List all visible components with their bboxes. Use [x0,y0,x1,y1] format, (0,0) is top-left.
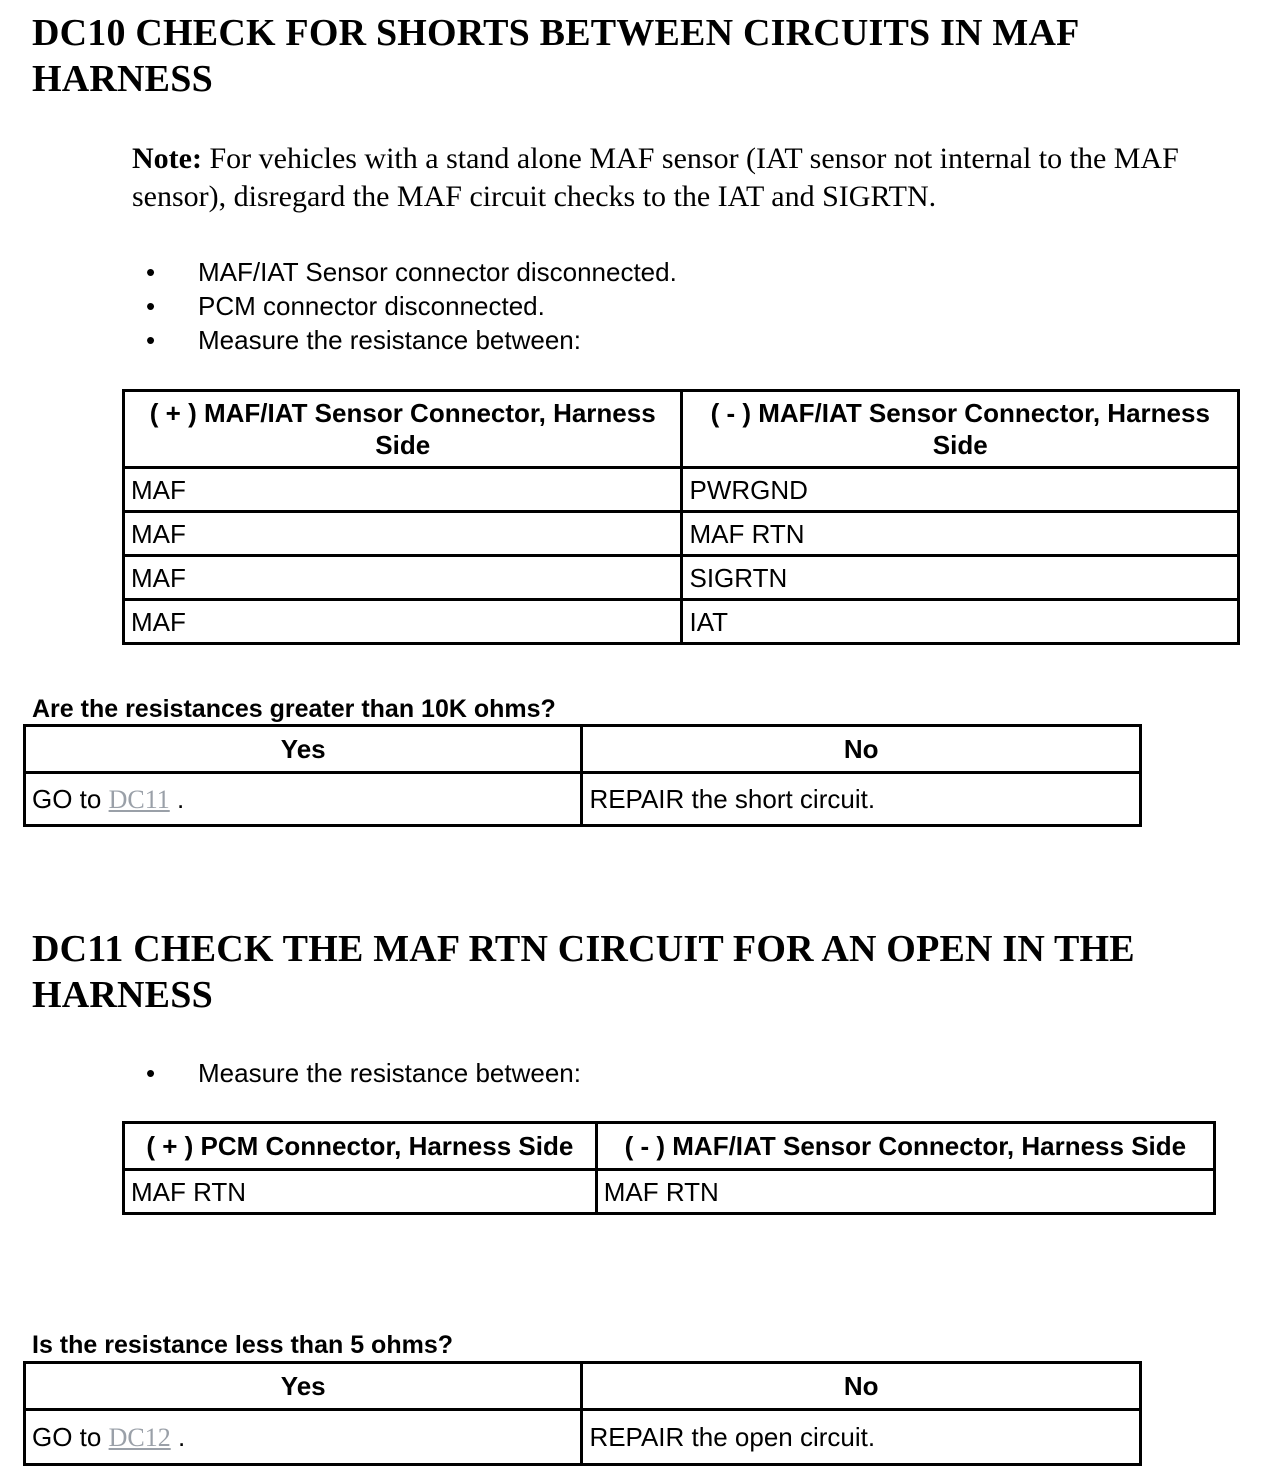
table-cell: MAF [124,556,682,600]
list-item: • MAF/IAT Sensor connector disconnected. [132,255,677,289]
answer-no-cell: REPAIR the open circuit. [582,1410,1141,1465]
answer-header-yes: Yes [25,726,582,773]
table-row [124,512,1239,556]
list-item: • PCM connector disconnected. [132,289,677,323]
resistance-table-dc11 [122,1121,1216,1215]
answer-header-no: No [582,1363,1141,1410]
table-header-positive: ( + ) PCM Connector, Harness Side [124,1123,597,1170]
list-item: • Measure the resistance between: [132,323,677,357]
note-label: Note: [132,142,202,175]
table-cell: IAT [682,600,1239,644]
table-row [25,1410,1141,1465]
note-paragraph [132,140,1232,216]
table-cell: PWRGND [682,468,1239,512]
answer-header-no: No [582,726,1141,773]
table-row [25,773,1141,826]
table-header-positive: ( + ) MAF/IAT Sensor Connector, Harness Side [124,391,682,468]
answer-yes-cell [25,1410,582,1465]
table-cell: MAF RTN [124,1170,597,1214]
question-dc11: Is the resistance less than 5 ohms? [32,1331,453,1359]
table-header-negative: ( - ) MAF/IAT Sensor Connector, Harness Side [682,391,1239,468]
table-row [124,468,1239,512]
question-dc10: Are the resistances greater than 10K ohms? [32,695,556,723]
answer-yes-cell [25,773,582,826]
answer-no-cell: REPAIR the short circuit. [582,773,1141,826]
table-cell: MAF [124,512,682,556]
goto-suffix: . [176,783,185,814]
section-heading-dc10: DC10 CHECK FOR SHORTS BETWEEN CIRCUITS IN MAF HARNESS [32,12,1079,100]
table-cell: MAF RTN [682,512,1239,556]
answer-table-dc10 [23,724,1142,827]
goto-prefix: GO to [32,783,102,814]
table-cell: SIGRTN [682,556,1239,600]
goto-prefix: GO to [32,1421,102,1452]
table-row [124,600,1239,644]
table-cell: MAF [124,468,682,512]
section-heading-dc11: DC11 CHECK THE MAF RTN CIRCUIT FOR AN OPEN IN THE HARNESS [32,928,1135,1016]
resistance-table-dc10 [122,389,1240,645]
link-dc11[interactable]: DC11 [108,784,170,814]
instruction-list-dc11 [132,1056,581,1090]
answer-table-dc11 [23,1361,1142,1466]
instruction-list-dc10 [132,255,677,357]
table-cell: MAF RTN [596,1170,1214,1214]
note-text: For vehicles with a stand alone MAF sensor (IAT sensor not internal to the MAF sensor), disregard the MAF circuit checks to the IAT and SIGRTN. [132,142,1179,213]
table-row [124,1170,1215,1214]
goto-suffix: . [177,1421,186,1452]
table-header-negative: ( - ) MAF/IAT Sensor Connector, Harness Side [596,1123,1214,1170]
table-cell: MAF [124,600,682,644]
list-item: • Measure the resistance between: [132,1056,581,1090]
answer-header-yes: Yes [25,1363,582,1410]
link-dc12[interactable]: DC12 [108,1422,171,1452]
table-row [124,556,1239,600]
